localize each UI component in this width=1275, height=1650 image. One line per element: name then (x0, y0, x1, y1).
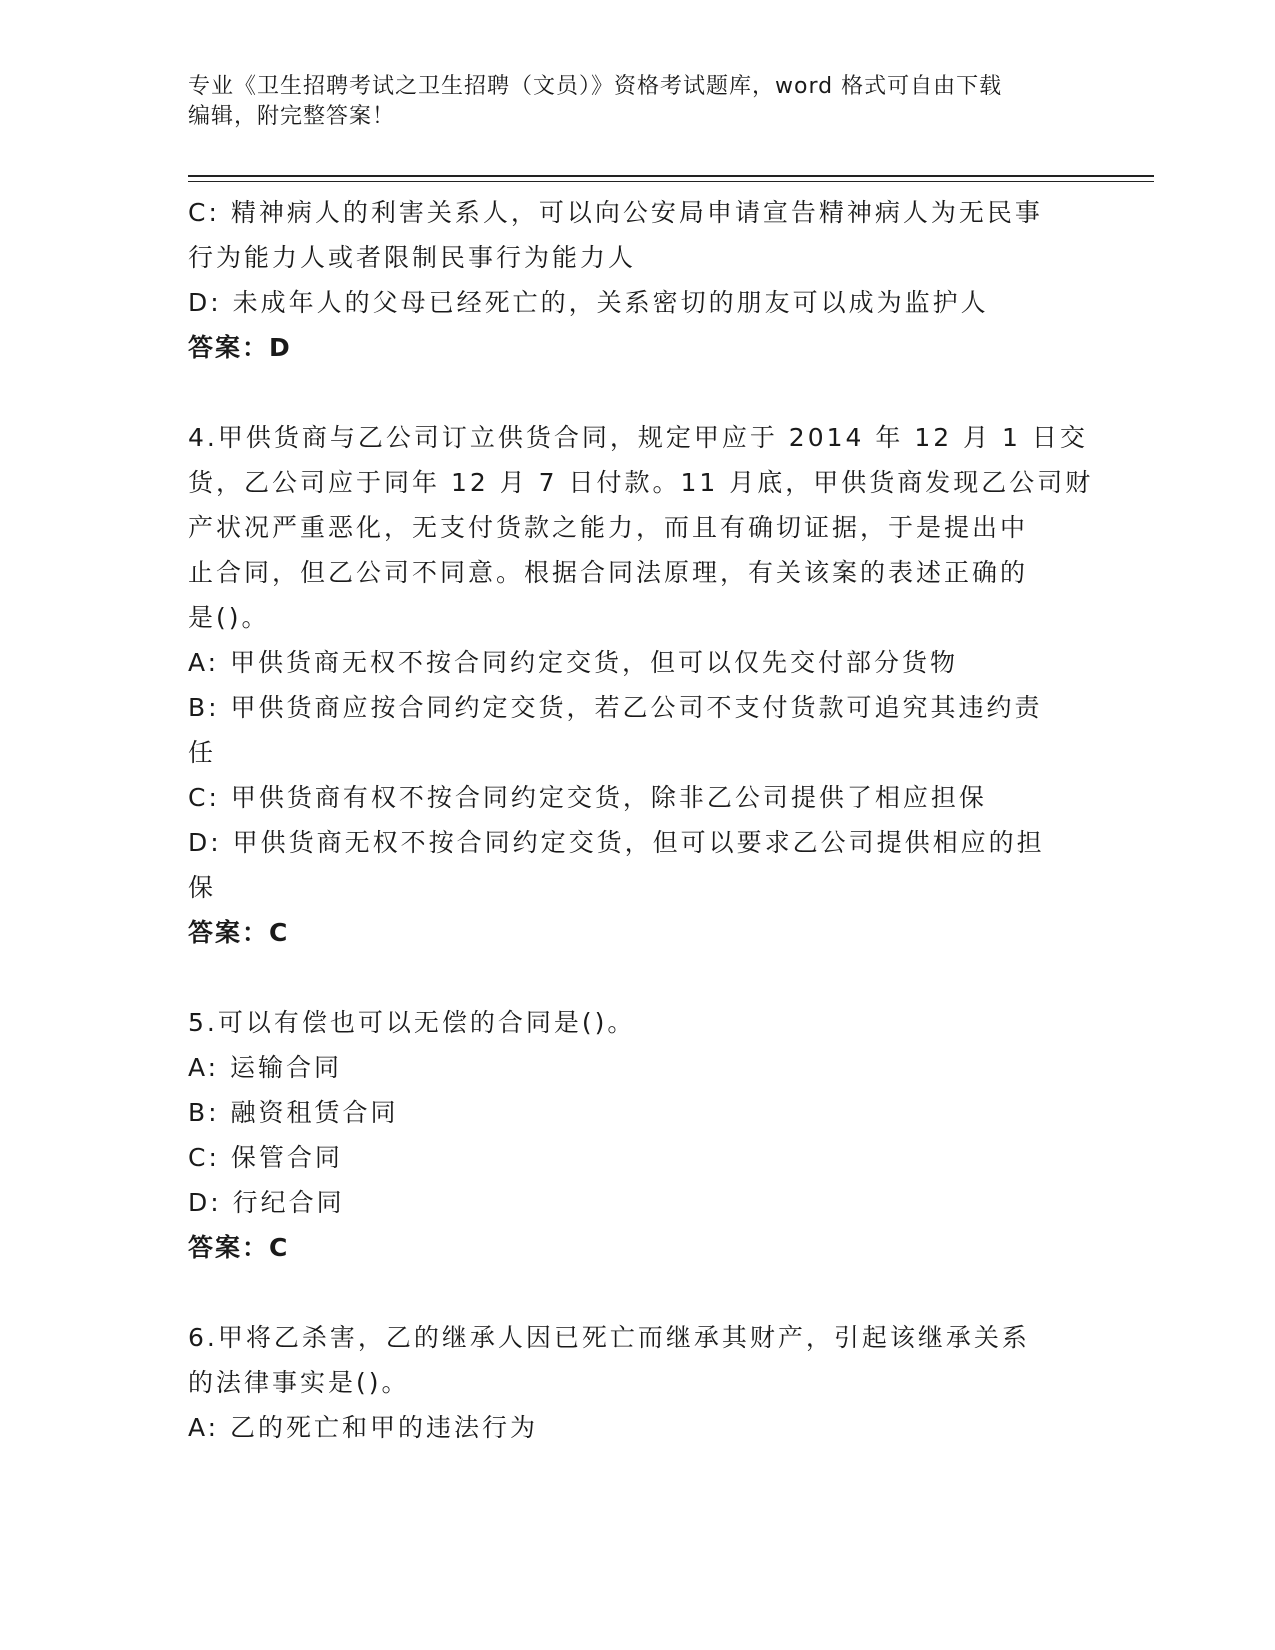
question-4 (188, 415, 1094, 955)
q5-option-a: A: 运输合同 (188, 1053, 343, 1082)
q4-stem-line-5: 是()。 (188, 603, 270, 632)
q4-option-a: A: 甲供货商无权不按合同约定交货，但可以仅先交付部分货物 (188, 648, 959, 677)
q4-answer: 答案：C (188, 918, 290, 947)
header-divider-thin (188, 181, 1154, 182)
header-divider-thick (188, 175, 1154, 177)
spacer (188, 1270, 1088, 1315)
q3-option-c-line-1: C: 精神病人的利害关系人，可以向公安局申请宣告精神病人为无民事 (188, 198, 1043, 227)
question-6 (188, 1315, 1088, 1450)
q5-option-d: D: 行纪合同 (188, 1188, 345, 1217)
q4-option-b-line-1: B: 甲供货商应按合同约定交货，若乙公司不支付货款可追究其违约责 (188, 693, 1043, 722)
q5-option-b: B: 融资租赁合同 (188, 1098, 399, 1127)
q3-option-c-line-2: 行为能力人或者限制民事行为能力人 (188, 243, 637, 272)
header-line-2: 编辑，附完整答案！ (188, 104, 396, 129)
spacer (188, 955, 1088, 1000)
q4-stem-line-2: 货，乙公司应于同年 12 月 7 日付款。11 月底，甲供货商发现乙公司财 (188, 468, 1094, 497)
q4-stem-line-3: 产状况严重恶化，无支付货款之能力，而且有确切证据，于是提出中 (188, 513, 1029, 542)
document-body (188, 190, 1094, 1450)
header-line-1: 专业《卫生招聘考试之卫生招聘（文员）》资格考试题库，word 格式可自由下载 (188, 74, 1003, 99)
question-5 (188, 1000, 1088, 1270)
q4-option-d-line-1: D: 甲供货商无权不按合同约定交货，但可以要求乙公司提供相应的担 (188, 828, 1045, 857)
q4-stem-line-1: 4.甲供货商与乙公司订立供货合同，规定甲应于 2014 年 12 月 1 日交 (188, 423, 1088, 452)
q5-stem: 5.可以有偿也可以无偿的合同是()。 (188, 1008, 636, 1037)
document-header (188, 72, 1088, 132)
q5-answer: 答案：C (188, 1233, 290, 1262)
q3-answer: 答案：D (188, 333, 292, 362)
q3-option-d: D: 未成年人的父母已经死亡的，关系密切的朋友可以成为监护人 (188, 288, 989, 317)
q4-stem-line-4: 止合同，但乙公司不同意。根据合同法原理，有关该案的表述正确的 (188, 558, 1029, 587)
q6-stem-line-1: 6.甲将乙杀害，乙的继承人因已死亡而继承其财产，引起该继承关系 (188, 1323, 1030, 1352)
q6-stem-line-2: 的法律事实是()。 (188, 1368, 410, 1397)
q4-option-c: C: 甲供货商有权不按合同约定交货，除非乙公司提供了相应担保 (188, 783, 987, 812)
q4-option-d-line-2: 保 (188, 873, 217, 902)
q6-option-a: A: 乙的死亡和甲的违法行为 (188, 1413, 539, 1442)
q5-option-c: C: 保管合同 (188, 1143, 343, 1172)
spacer (188, 370, 1088, 415)
question-3-continued (188, 190, 1088, 370)
q4-option-b-line-2: 任 (188, 738, 217, 767)
